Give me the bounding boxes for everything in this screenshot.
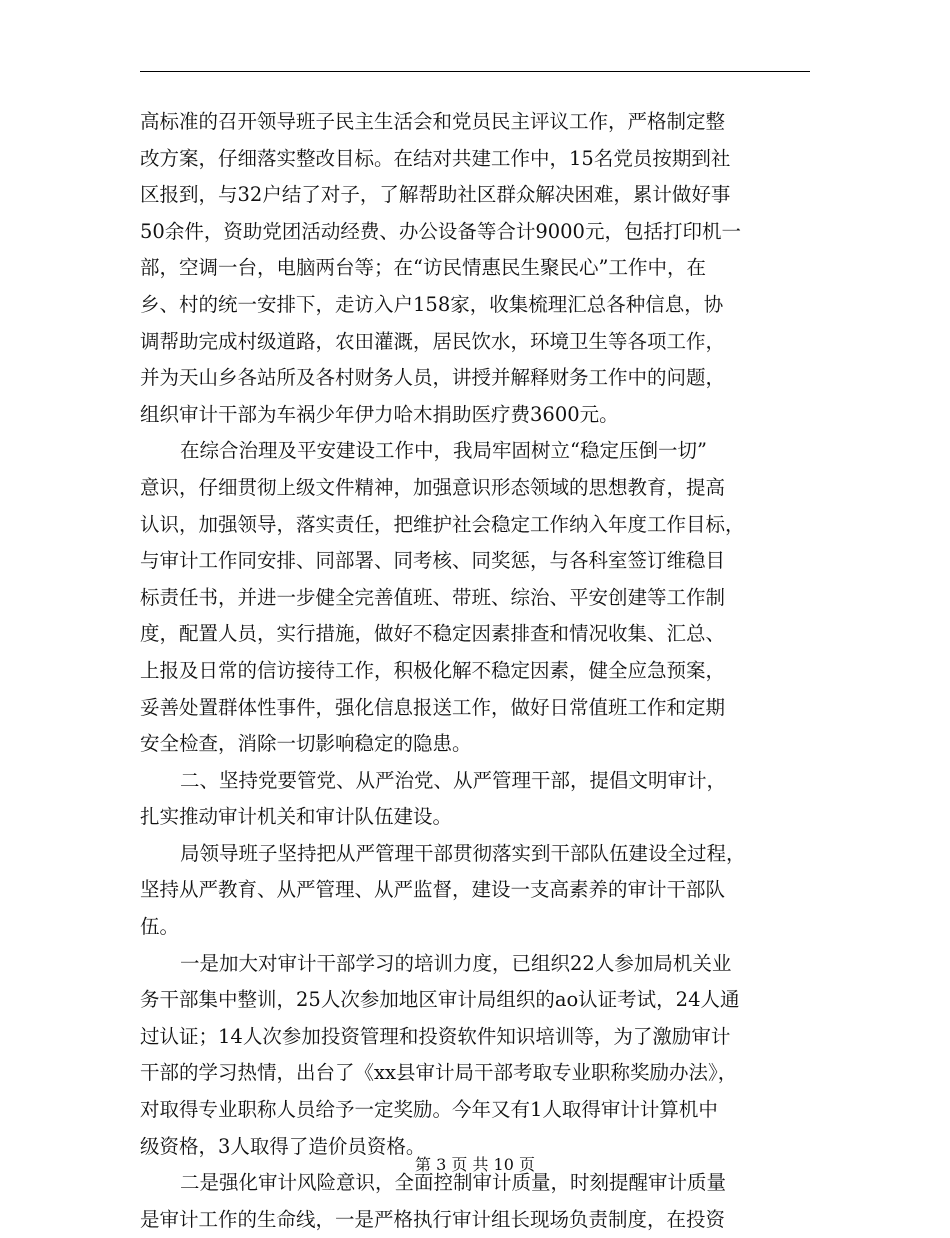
text-line: 组织审计干部为车祸少年伊力哈木捐助医疗费3600元。 <box>140 402 619 426</box>
text-line: 对取得专业职称人员给予一定奖励。今年又有1人取得审计计算机中 <box>140 1098 718 1122</box>
text-line: 度，配置人员，实行措施，做好不稳定因素排查和情况收集、汇总、 <box>140 622 726 646</box>
text-line: 区报到，与32户结了对子，了解帮助社区群众解决困难，累计做好事 <box>140 183 731 207</box>
text-line: 一是加大对审计干部学习的培训力度，已组织22人参加局机关业 <box>180 951 732 975</box>
text-line: 级资格，3人取得了造价员资格。 <box>140 1134 426 1158</box>
text-line: 二是强化审计风险意识，全面控制审计质量，时刻提醒审计质量 <box>180 1171 727 1195</box>
text-line: 改方案，仔细落实整改目标。在结对共建工作中，15名党员按期到社 <box>140 146 731 170</box>
text-line: 部，空调一台，电脑两台等；在“访民情惠民生聚民心”工作中，在 <box>140 256 706 280</box>
text-line: 扎实推动审计机关和审计队伍建设。 <box>140 805 453 829</box>
text-line: 二、坚持党要管党、从严治党、从严管理干部，提倡文明审计， <box>180 768 727 792</box>
text-line: 过认证；14人次参加投资管理和投资软件知识培训等，为了激励审计 <box>140 1024 731 1048</box>
header-rule <box>140 71 810 72</box>
text-line: 与审计工作同安排、同部署、同考核、同奖惩，与各科室签订维稳目 <box>140 549 726 573</box>
text-line: 伍。 <box>140 915 180 939</box>
text-line: 上报及日常的信访接待工作，积极化解不稳定因素，健全应急预案， <box>140 658 726 682</box>
page-footer: 第 3 页 共 10 页 <box>415 1155 535 1174</box>
text-line: 并为天山乡各站所及各村财务人员，讲授并解释财务工作中的问题， <box>140 366 726 390</box>
text-line: 务干部集中整训，25人次参加地区审计局组织的ao认证考试，24人通 <box>140 988 740 1012</box>
text-line: 标责任书，并进一步健全完善值班、带班、综治、平安创建等工作制 <box>140 585 726 609</box>
text-line: 在综合治理及平安建设工作中，我局牢固树立“稳定压倒一切” <box>180 439 707 463</box>
text-line: 认识，加强领导，落实责任，把维护社会稳定工作纳入年度工作目标， <box>140 512 745 536</box>
text-line: 局领导班子坚持把从严管理干部贯彻落实到干部队伍建设全过程， <box>180 841 746 865</box>
text-line: 高标准的召开领导班子民主生活会和党员民主评议工作，严格制定整 <box>140 110 726 133</box>
body-text <box>140 104 812 1238</box>
text-line: 50余件，资助党团活动经费、办公设备等合计9000元，包括打印机一 <box>140 219 741 243</box>
text-line: 干部的学习热情，出台了《xx县审计局干部考取专业职称奖励办法》， <box>140 1061 738 1085</box>
text-line: 调帮助完成村级道路，农田灌溉，居民饮水，环境卫生等各项工作， <box>140 329 726 353</box>
text-line: 意识，仔细贯彻上级文件精神，加强意识形态领域的思想教育，提高 <box>140 475 726 499</box>
text-line: 妥善处置群体性事件，强化信息报送工作，做好日常值班工作和定期 <box>140 695 726 719</box>
text-line: 坚持从严教育、从严管理、从严监督，建设一支高素养的审计干部队 <box>140 878 726 902</box>
text-line: 是审计工作的生命线，一是严格执行审计组长现场负责制度，在投资 <box>140 1207 726 1231</box>
text-line: 乡、村的统一安排下，走访入户158家，收集梳理汇总各种信息，协 <box>140 292 724 316</box>
text-line: 安全检查，消除一切影响稳定的隐患。 <box>140 732 472 756</box>
